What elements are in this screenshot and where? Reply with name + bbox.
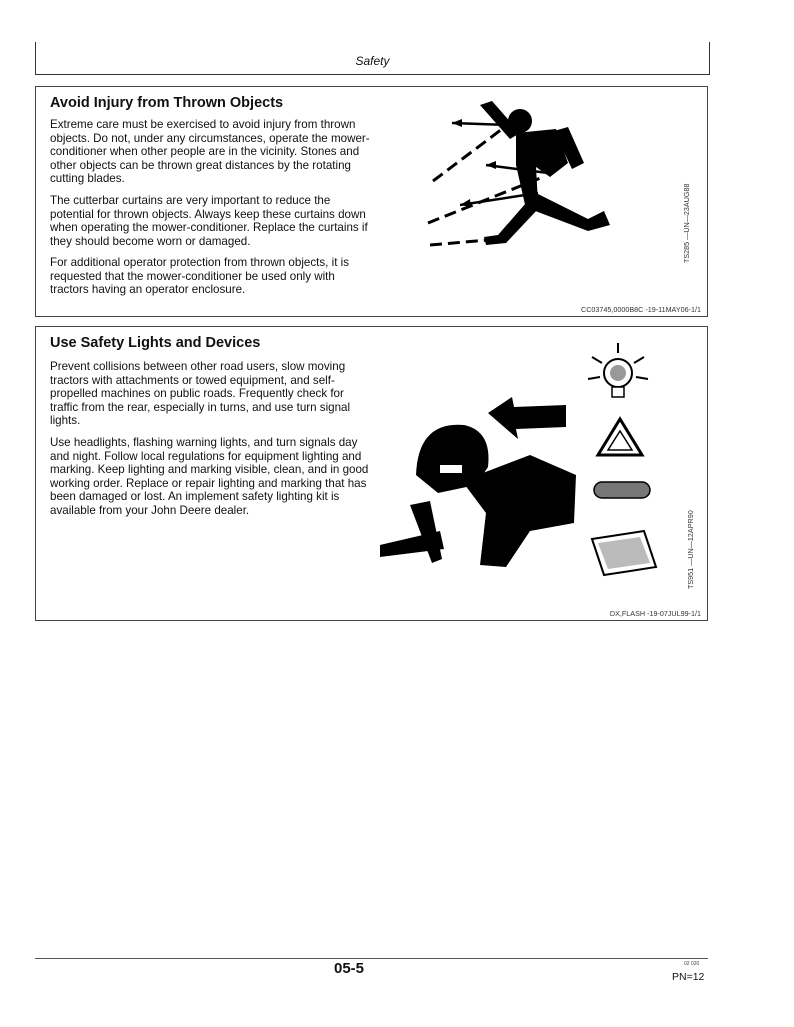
section-safety-lights [35,326,708,621]
reference-code: CC03745,0000B8C -19-11MAY06-1/1 [581,305,701,314]
section-thrown-objects [35,86,708,317]
section-title: Use Safety Lights and Devices [50,335,261,351]
page-header [35,42,710,75]
footer-divider [35,958,708,959]
section-paragraph: Extreme care must be exercised to avoid injury from thrown objects. Do not, under any circumstances, operate the mower-conditioner when other people are in the vicinity. Stones and other objects can be thrown great distances by the rotating cutting blades. [50,118,370,186]
safety-lights-illustration [380,335,680,605]
page-number: 05-5 [334,960,365,977]
pn-label: PN=12 [672,971,705,983]
section-paragraph: The cutterbar curtains are very important to reduce the potential for thrown objects. Always keep these curtains down when operating the mower-conditioner. Replace the curtains if they should become worn or damaged. [50,194,368,248]
reference-code: DX,FLASH -19-07JUL99-1/1 [609,609,701,618]
reflective-tape-icon [594,482,650,498]
image-code: TS285 —UN—23AUG88 [682,183,691,263]
section-paragraph: For additional operator protection from thrown objects, it is requested that the mower-conditioner be used only with tractors having an operator enclosure. [50,256,350,297]
section-paragraph: Prevent collisions between other road users, slow moving tractors with attachments or towed equipment, and self-propelled machines on public roads. Frequently check for traffic from the rear, especially in turns, and use turn signal lights. [50,360,351,428]
thrown-objects-illustration [388,93,638,253]
footer-small-code: 02 020 [684,961,700,967]
slow-moving-vehicle-icon [598,419,642,455]
section-paragraph: Use headlights, flashing warning lights, and turn signals day and night. Follow local regulations for equipment lighting and marking. Keep lighting and marking visible, clean, and in good working order. Replace or repair lighting and marking that has been damaged or lost. An implement safety lighting kit is available from your John Deere dealer. [50,436,369,517]
header-title: Safety [355,54,390,68]
beacon-icon [588,343,648,397]
section-title: Avoid Injury from Thrown Objects [50,95,284,111]
image-code: TS951 —UN—12APR90 [686,510,695,589]
warning-lamp-icon [592,531,656,575]
